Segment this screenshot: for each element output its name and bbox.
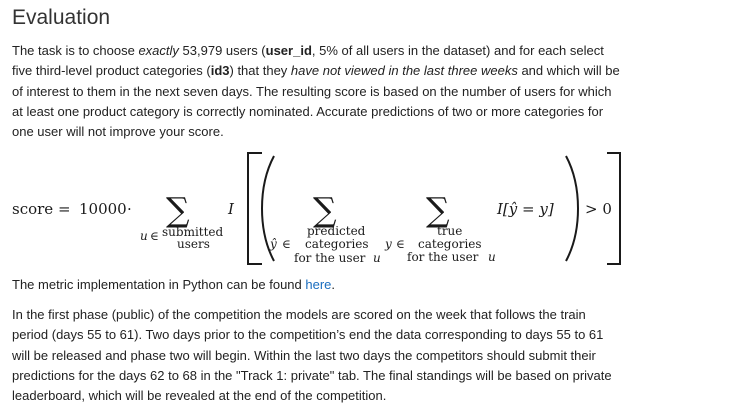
inner-sum-label-3: for the user xyxy=(407,250,479,264)
outer-sum-var: u xyxy=(140,229,148,243)
inner-sum-user: u xyxy=(488,250,496,264)
score-formula xyxy=(0,150,742,270)
inner-sum-label-2: categories xyxy=(418,237,482,251)
formula-dot: · xyxy=(127,200,132,218)
text-run: 53,979 users ( xyxy=(178,43,266,58)
page-title: Evaluation xyxy=(12,6,111,29)
emphasis-text: have not viewed in the last three weeks xyxy=(290,63,518,79)
text-run: ) that they xyxy=(229,63,291,79)
formula-score-label: score xyxy=(12,200,54,218)
phases-line-5: leaderboard, which will be revealed at the end of the competition. xyxy=(12,388,387,404)
phases-line-3: will be released and phase two will begin. Within the last two days the competitors should submit their xyxy=(12,347,596,363)
task-line-1 xyxy=(12,41,734,61)
indicator-term: I[ŷ = y] xyxy=(497,200,554,218)
phases-line-4: predictions for the days 62 to 68 in the "Track 1: private" tab. The final standings will be based on private xyxy=(12,367,612,383)
outer-sum-label-2: users xyxy=(177,237,210,251)
task-line-2 xyxy=(12,61,734,81)
phases-line-1: In the first phase (public) of the competition the models are scored on the week that follows the train xyxy=(12,307,586,322)
inner-sum-elem: ∈ xyxy=(396,237,405,251)
middle-sum-var: ŷ xyxy=(270,237,277,251)
indicator-symbol: I xyxy=(228,200,234,218)
emphasis-text: exactly xyxy=(138,43,179,58)
text-run: and which will be xyxy=(517,63,620,79)
right-paren xyxy=(566,156,578,261)
outer-sum-label-1: submitted xyxy=(162,225,224,239)
formula-equals: = xyxy=(58,200,71,218)
middle-sum-label-3: for the user xyxy=(294,251,366,265)
inner-sum-label-1: true xyxy=(437,224,463,238)
metric-text-before: The metric implementation in Python can be found xyxy=(12,277,306,292)
task-line-5: one user will not improve your score. xyxy=(12,124,224,140)
middle-sum-label-2: categories xyxy=(305,237,369,251)
outer-sum-elem: ∈ xyxy=(150,229,159,243)
competition-phases xyxy=(12,305,734,406)
inner-sum-symbol: ∑ xyxy=(426,190,450,229)
middle-sum-symbol: ∑ xyxy=(313,190,337,229)
metric-text-after: . xyxy=(331,277,336,292)
middle-sum-label-1: predicted xyxy=(307,224,366,238)
middle-sum-elem: ∈ xyxy=(282,237,291,251)
inner-sum-var: y xyxy=(385,237,392,251)
bold-term: user_id xyxy=(265,43,312,58)
task-description xyxy=(12,41,734,142)
outer-sum-symbol: ∑ xyxy=(166,190,190,229)
middle-sum-user: u xyxy=(373,251,381,265)
phases-line-2: period (days 55 to 61). Two days prior to the competition’s end the data corresponding to days 55 to 61 xyxy=(12,327,604,343)
left-outer-bracket xyxy=(248,153,262,264)
metric-implementation-note xyxy=(12,275,335,295)
text-run: five third-level product categories ( xyxy=(12,63,211,79)
task-line-3: of interest to them in the next seven days. The resulting score is based on the number of users for which xyxy=(12,83,612,99)
bold-term: id3 xyxy=(210,63,230,79)
text-run: The task is to choose xyxy=(12,43,139,58)
formula-comparison: > 0 xyxy=(585,200,612,218)
text-run: , 5% of all users in the dataset) and for each select xyxy=(311,43,604,58)
task-line-4: at least one product category is correctly nominated. Accurate predictions of two or more categories for xyxy=(12,103,604,119)
formula-constant: 10000 xyxy=(79,200,127,218)
metric-implementation-link[interactable]: here xyxy=(305,277,332,292)
